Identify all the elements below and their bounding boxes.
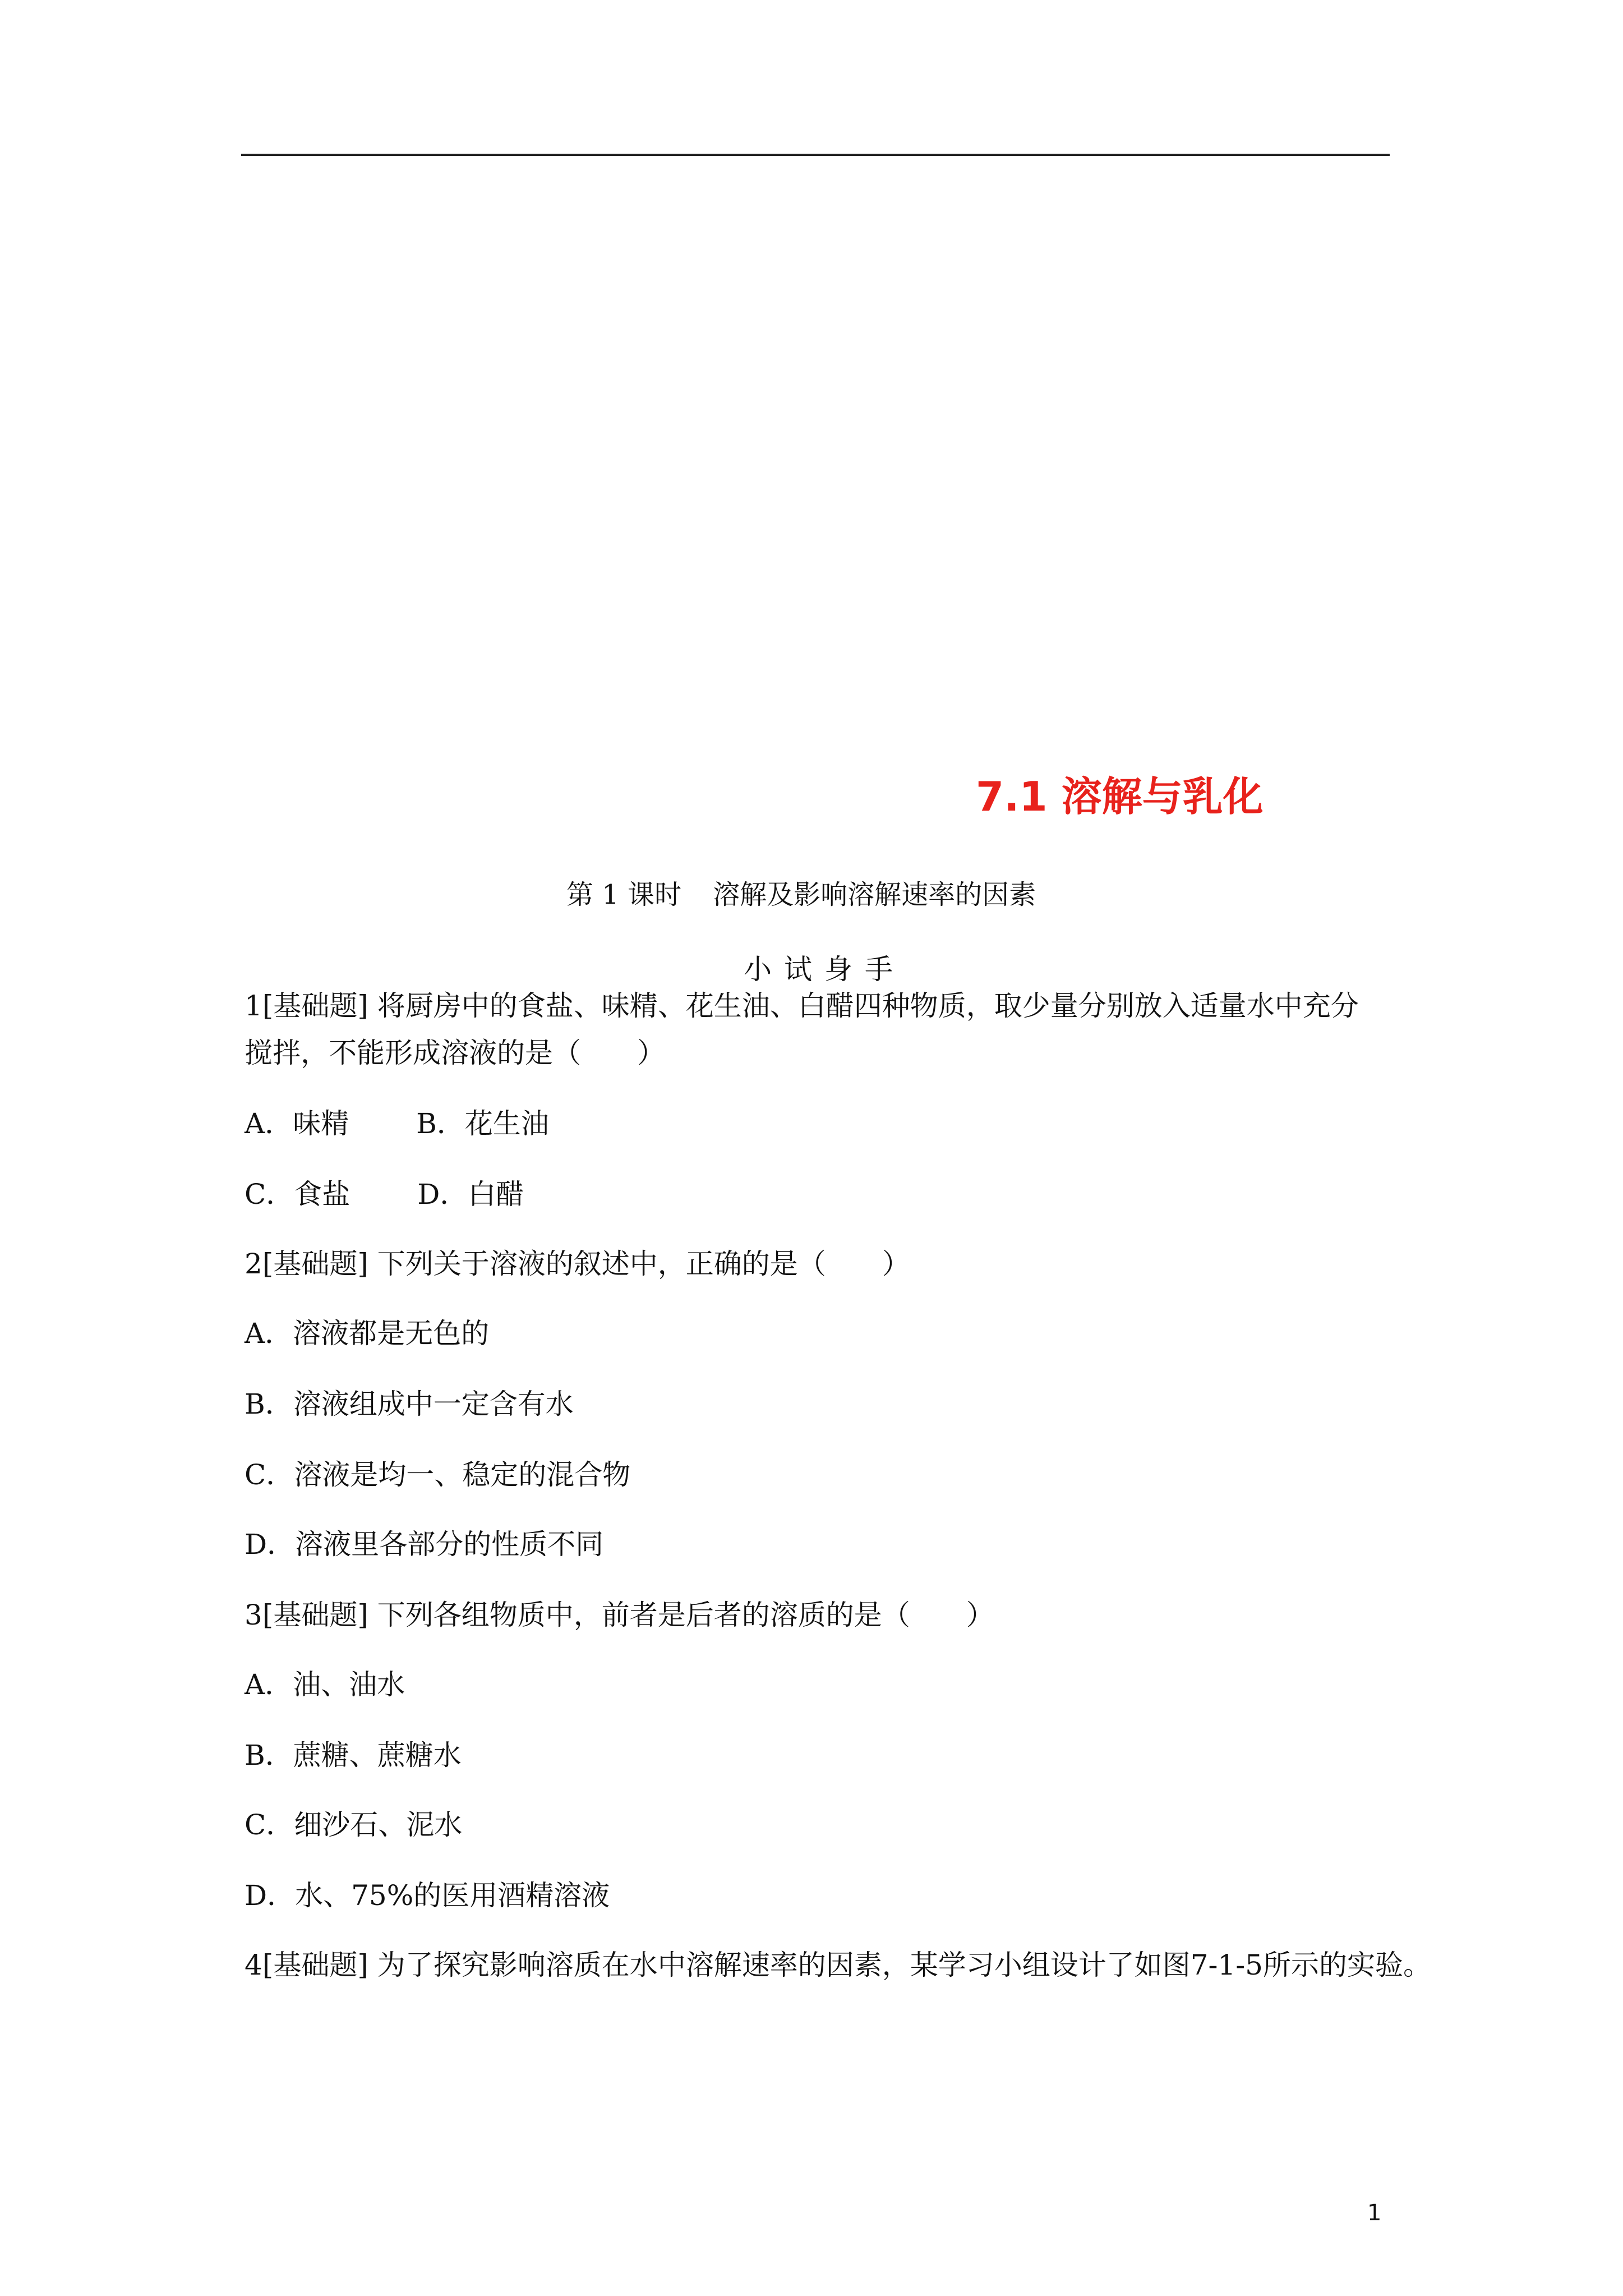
question-1-options-row-1 xyxy=(245,1107,549,1140)
question-1-options-row-2 xyxy=(245,1178,524,1211)
section-heading: 小试身手 xyxy=(744,953,905,986)
question-2-line-1: 2[基础题] 下列关于溶液的叙述中，正确的是（ ） xyxy=(245,1248,910,1280)
question-3-option-d: D．水、75%的医用酒精溶液 xyxy=(245,1879,610,1912)
option-d: D．白醋 xyxy=(417,1178,524,1211)
question-1-line-1: 1[基础题] 将厨房中的食盐、味精、花生油、白醋四种物质，取少量分别放入适量水中充分 xyxy=(245,990,1359,1022)
question-1-line-2: 搅拌，不能形成溶液的是（ ） xyxy=(245,1037,665,1069)
question-2-option-d: D．溶液里各部分的性质不同 xyxy=(245,1528,604,1561)
lesson-number: 第 1 课时 xyxy=(566,879,682,910)
option-c: C．食盐 xyxy=(245,1178,351,1211)
question-2-option-a: A．溶液都是无色的 xyxy=(245,1317,490,1350)
question-3-option-b: B．蔗糖、蔗糖水 xyxy=(245,1739,462,1772)
page-number: 1 xyxy=(1367,2200,1382,2226)
question-4-line-1: 4[基础题] 为了探究影响溶质在水中溶解速率的因素，某学习小组设计了如图7-1-5所示的实验。 xyxy=(245,1949,1431,1981)
lesson-subtitle xyxy=(566,873,1036,912)
option-b: B．花生油 xyxy=(416,1107,549,1140)
question-3-option-c: C．细沙石、泥水 xyxy=(245,1809,463,1841)
question-2-option-c: C．溶液是均一、稳定的混合物 xyxy=(245,1458,631,1491)
lesson-topic: 溶解及影响溶解速率的因素 xyxy=(713,879,1036,910)
option-a: A．味精 xyxy=(245,1107,349,1140)
header-rule xyxy=(241,154,1390,156)
question-2-option-b: B．溶液组成中一定含有水 xyxy=(245,1388,574,1420)
question-3-option-a: A．油、油水 xyxy=(245,1668,405,1701)
question-3-line-1: 3[基础题] 下列各组物质中，前者是后者的溶质的是（ ） xyxy=(245,1599,994,1631)
page-title: 7.1 溶解与乳化 xyxy=(976,773,1264,820)
